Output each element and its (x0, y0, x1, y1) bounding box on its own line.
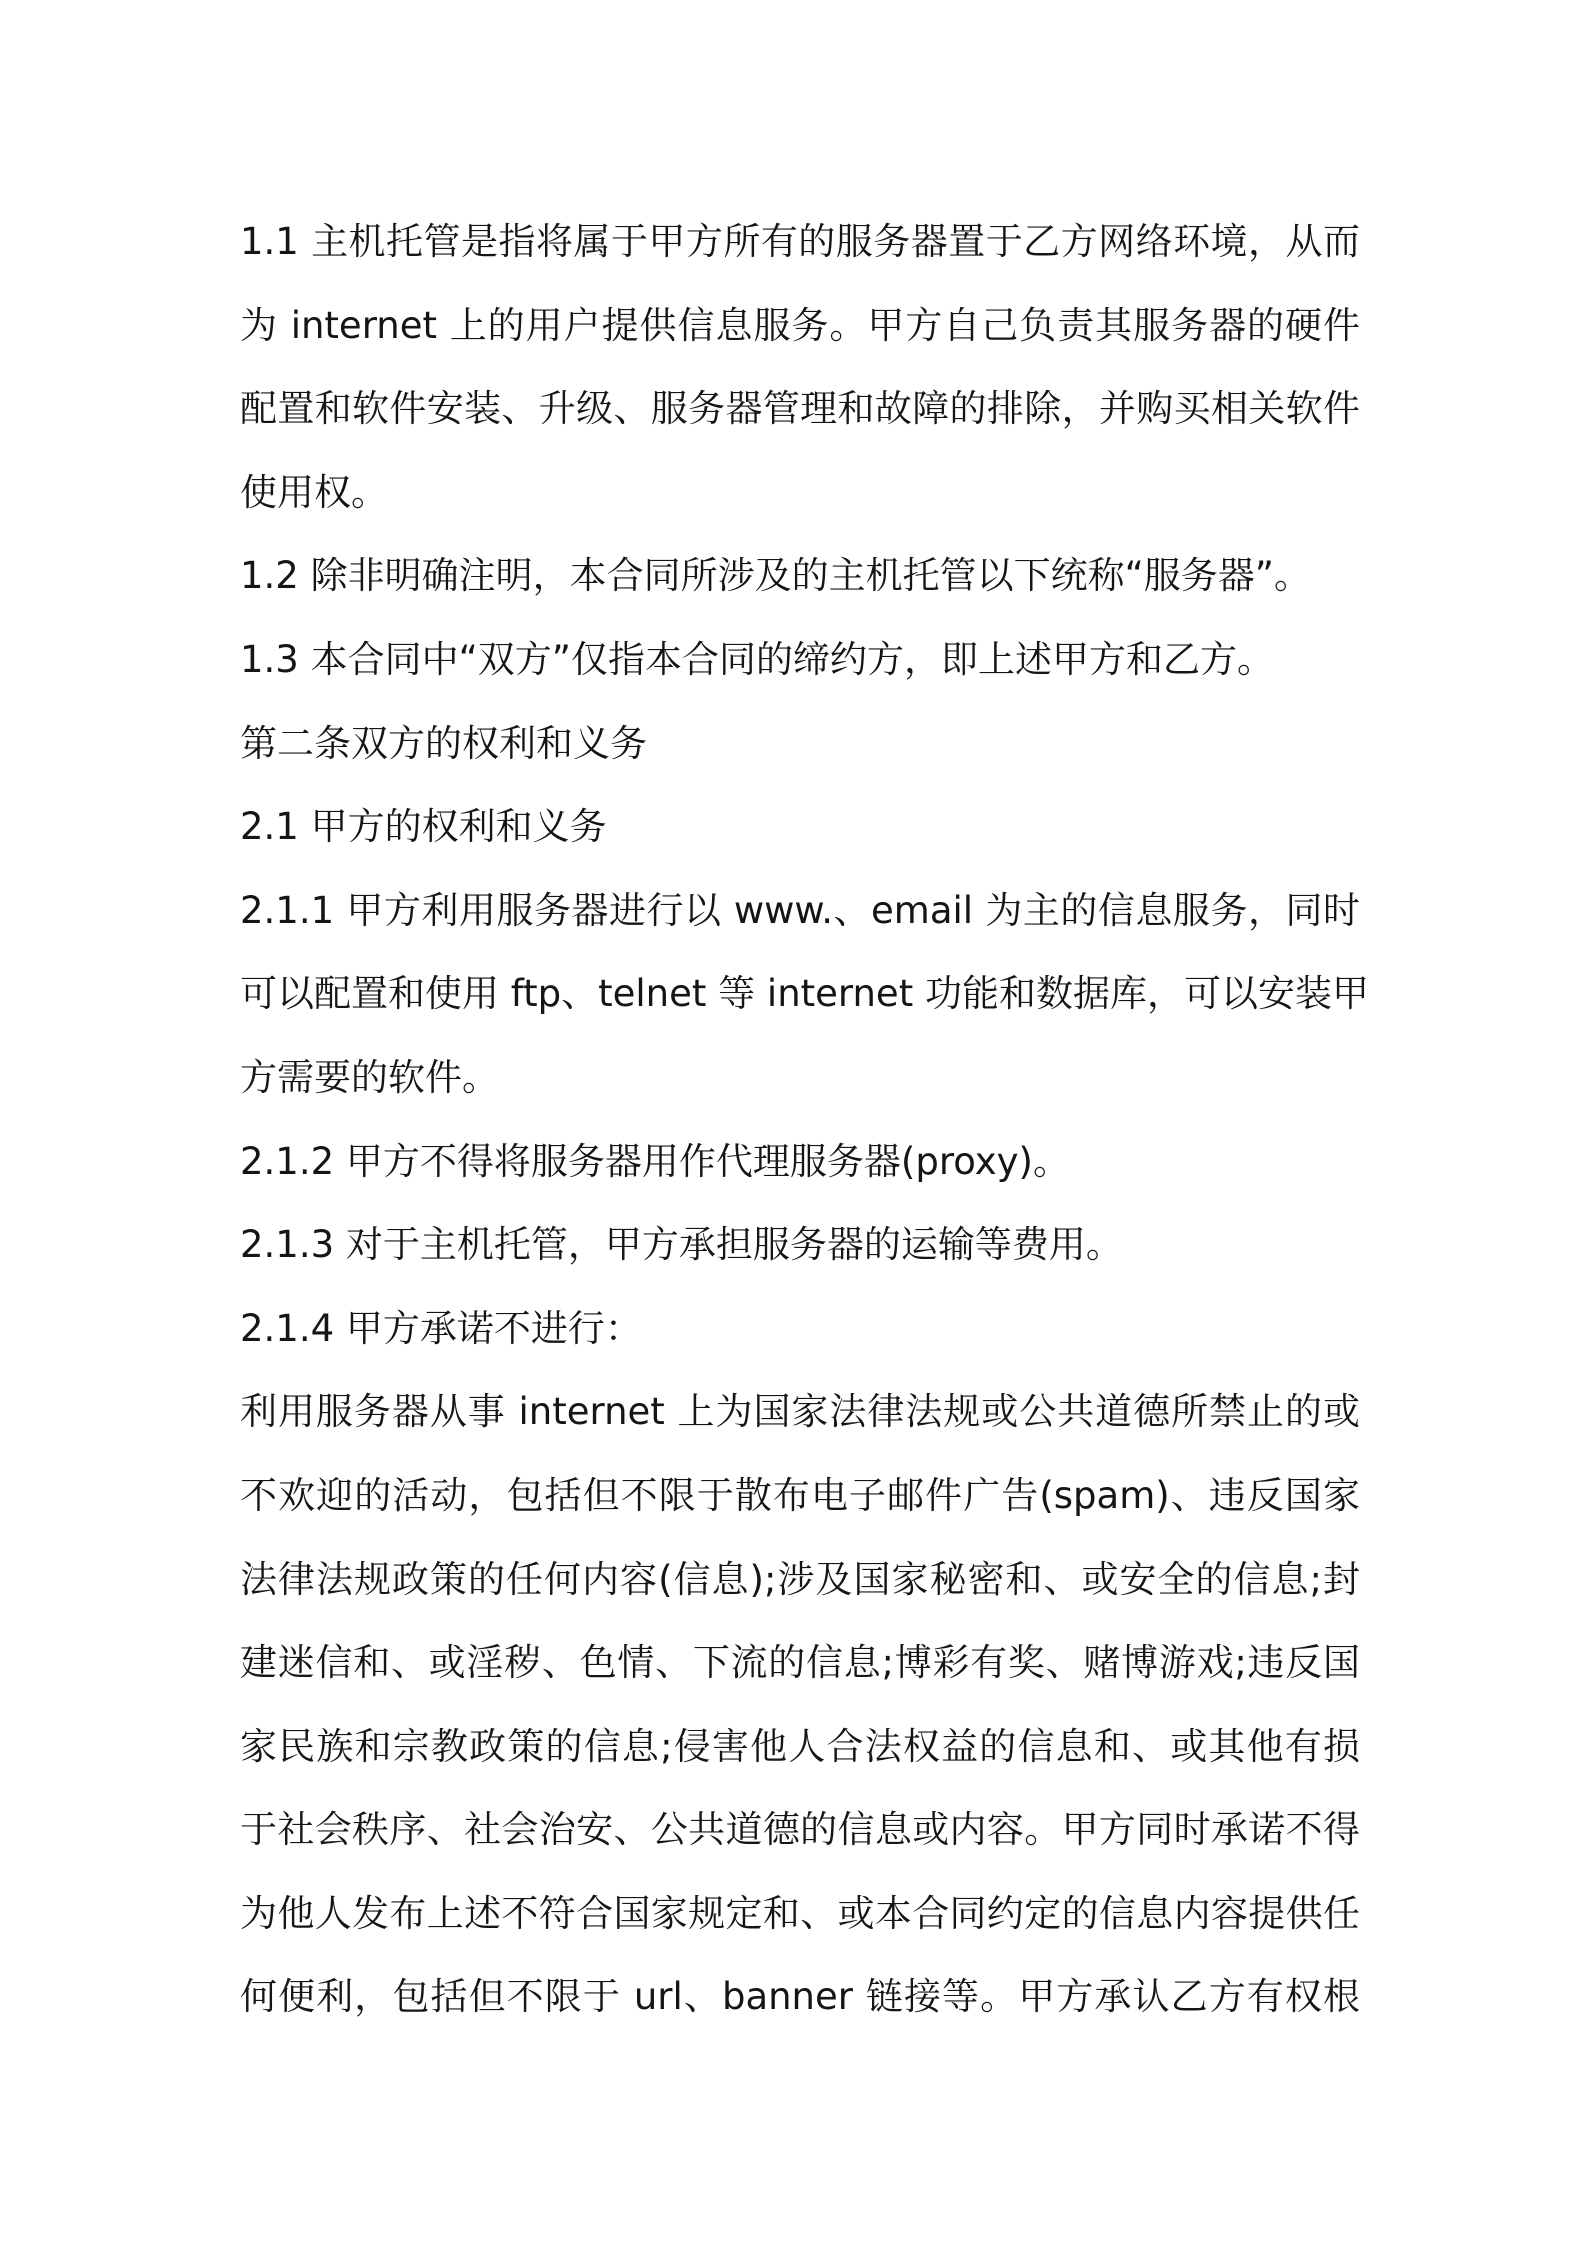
text-line-17: 法律法规政策的任何内容(信息);涉及国家秘密和、或安全的信息;封 (240, 1557, 1360, 1601)
text-line-6: 1.3 本合同中“双方”仅指本合同的缔约方，即上述甲方和乙方。 (240, 637, 1274, 681)
document-body (240, 200, 1369, 2039)
text-line-16: 不欢迎的活动，包括但不限于散布电子邮件广告(spam)、违反国家 (240, 1473, 1360, 1517)
subsection-heading: 2.1 甲方的权利和义务 (240, 805, 607, 849)
section-heading: 第二条双方的权利和义务 (240, 721, 647, 765)
text-line-21: 为他人发布上述不符合国家规定和、或本合同约定的信息内容提供任 (240, 1891, 1360, 1935)
text-line-12: 2.1.2 甲方不得将服务器用作代理服务器(proxy)。 (240, 1139, 1070, 1183)
text-line-14: 2.1.4 甲方承诺不进行： (240, 1306, 642, 1350)
text-line-22: 何便利，包括但不限于 url、banner 链接等。甲方承认乙方有权根 (240, 1975, 1360, 2019)
text-line-11: 方需要的软件。 (240, 1055, 499, 1099)
text-line-13: 2.1.3 对于主机托管，甲方承担服务器的运输等费用。 (240, 1223, 1123, 1267)
text-line-20: 于社会秩序、社会治安、公共道德的信息或内容。甲方同时承诺不得 (240, 1808, 1360, 1852)
text-line-19: 家民族和宗教政策的信息;侵害他人合法权益的信息和、或其他有损 (240, 1724, 1360, 1768)
text-line-15: 利用服务器从事 internet 上为国家法律法规或公共道德所禁止的或 (240, 1390, 1360, 1434)
text-line-4: 使用权。 (240, 470, 388, 514)
text-line-3: 配置和软件安装、升级、服务器管理和故障的排除，并购买相关软件 (240, 387, 1360, 431)
text-line-18: 建迷信和、或淫秽、色情、下流的信息;博彩有奖、赌博游戏;违反国 (240, 1641, 1360, 1685)
text-line-10: 可以配置和使用 ftp、telnet 等 internet 功能和数据库，可以安装甲 (240, 972, 1369, 1016)
text-line-5: 1.2 除非明确注明，本合同所涉及的主机托管以下统称“服务器”。 (240, 554, 1311, 598)
text-line-2: 为 internet 上的用户提供信息服务。甲方自己负责其服务器的硬件 (240, 303, 1360, 347)
text-line-1: 1.1 主机托管是指将属于甲方所有的服务器置于乙方网络环境，从而 (240, 220, 1360, 263)
text-line-9: 2.1.1 甲方利用服务器进行以 www.、email 为主的信息服务，同时 (240, 888, 1360, 932)
